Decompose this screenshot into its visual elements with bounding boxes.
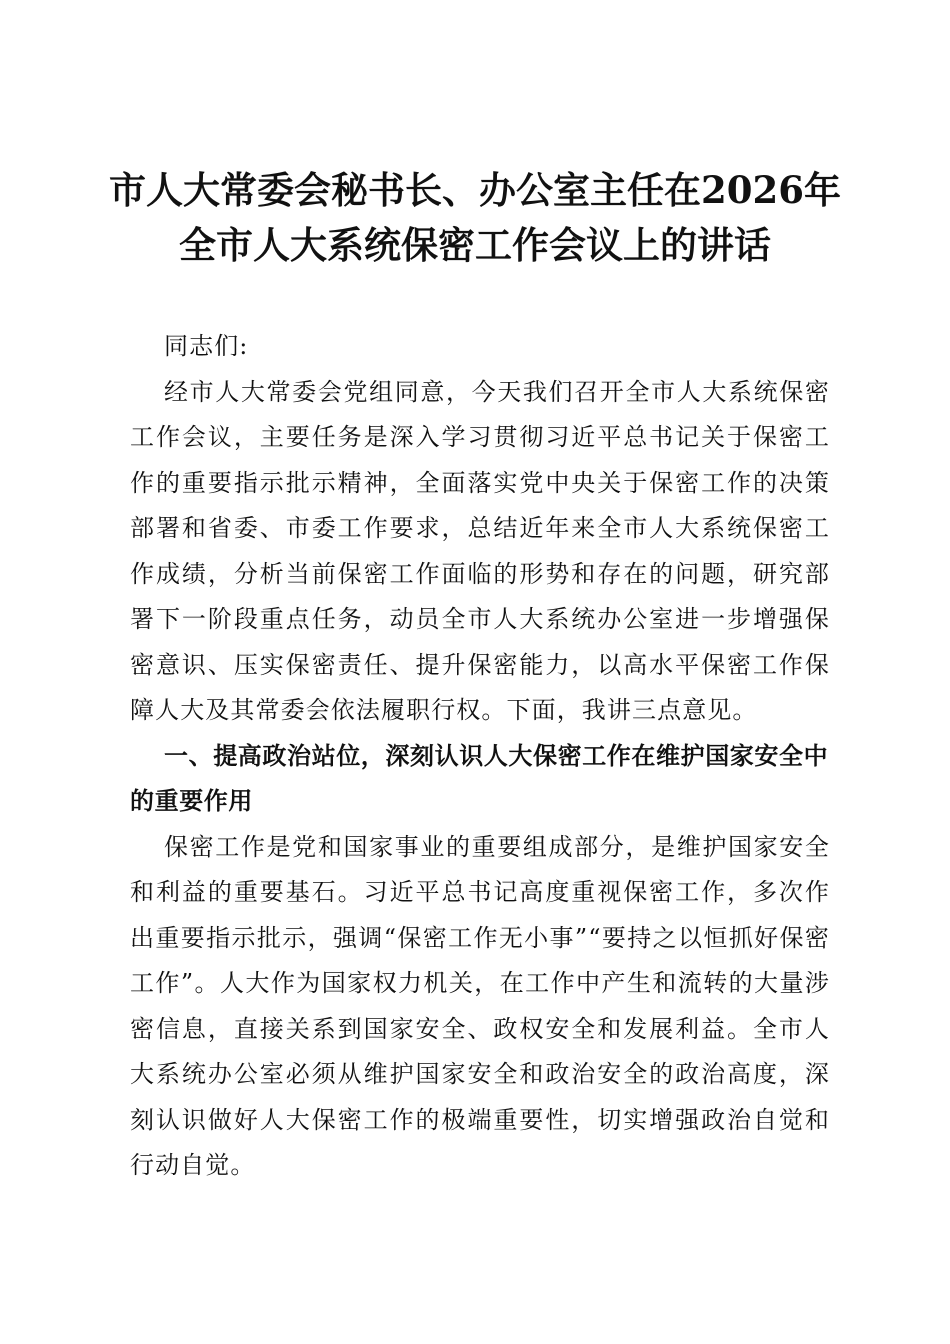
document-title — [100, 163, 850, 273]
document-body — [130, 324, 830, 1189]
section-1-paragraph: 保密工作是党和国家事业的重要组成部分，是维护国家安全和利益的重要基石。习近平总书记高度重视保密工作，多次作出重要指示批示，强调“保密工作无小事”“要持之以恒抓好保密工作”。人大作为国家权力机关，在工作中产生和流转的大量涉密信息，直接关系到国家安全、政权安全和发展利益。全市人大系统办公室必须从维护国家安全和政治安全的政治高度，深刻认识做好人大保密工作的极端重要性，切实增强政治自觉和行动自觉。 — [130, 832, 830, 1179]
intro-paragraph: 经市人大常委会党组同意，今天我们召开全市人大系统保密工作会议，主要任务是深入学习贯彻习近平总书记关于保密工作的重要指示批示精神，全面落实党中央关于保密工作的决策部署和省委、市委工作要求，总结近年来全市人大系统保密工作成绩，分析当前保密工作面临的形势和存在的问题，研究部署下一阶段重点任务，动员全市人大系统办公室进一步增强保密意识、压实保密责任、提升保密能力，以高水平保密工作保障人大及其常委会依法履职行权。下面，我讲三点意见。 — [130, 377, 830, 724]
title-line-2: 全市人大系统保密工作会议上的讲话 — [179, 223, 771, 267]
section-1-heading: 一、提高政治站位，深刻认识人大保密工作在维护国家安全中的重要作用 — [130, 741, 829, 815]
salutation: 同志们: — [164, 332, 249, 360]
title-line-1: 市人大常委会秘书长、办公室主任在2026年 — [109, 168, 841, 212]
